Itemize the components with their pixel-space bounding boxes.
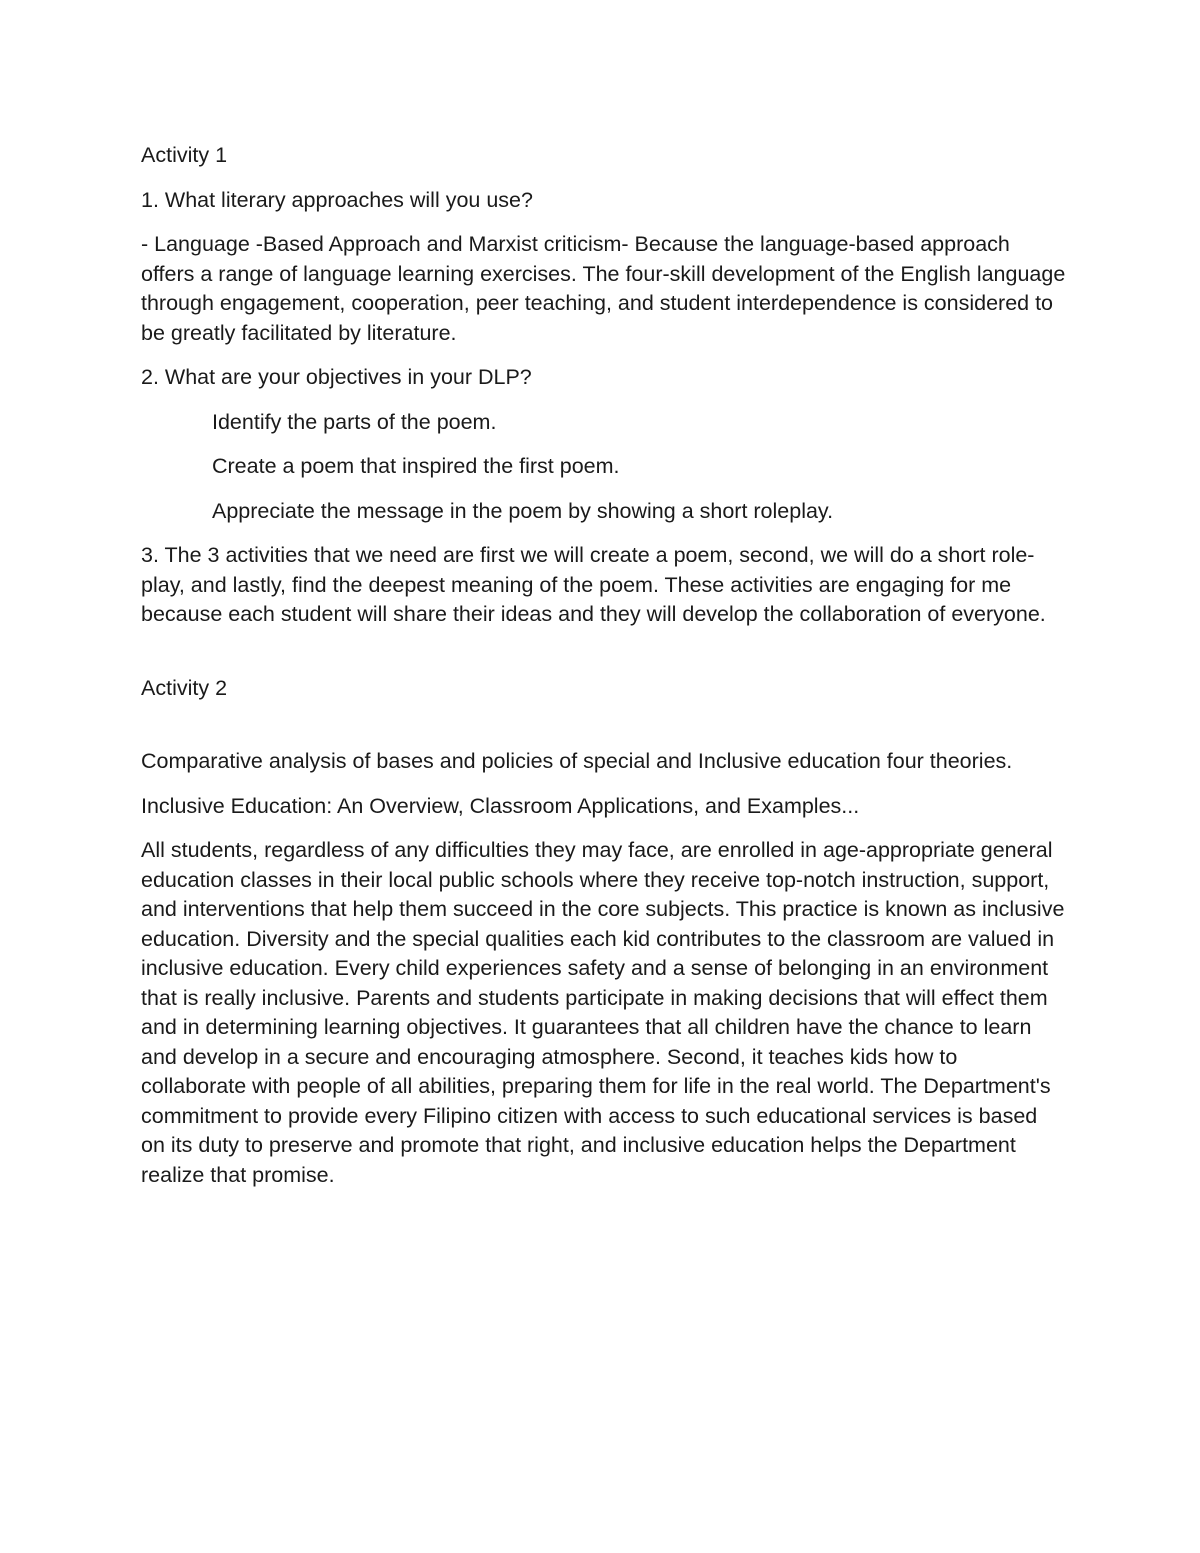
document-body (141, 141, 1066, 1205)
activity1-question-2: 2. What are your objectives in your DLP? (141, 365, 532, 389)
activity1-heading: Activity 1 (141, 143, 228, 167)
activity1-answer-1: - Language -Based Approach and Marxist criticism- Because the language-based approach offers a range of language learning exercises. The four-skill development of the English language through engagement, cooperation, peer teaching, and student interdependence is considered to be greatly facilitated by literature. (141, 232, 1066, 345)
objective-item: Create a poem that inspired the first poem. (212, 454, 620, 478)
activity2-intro: Comparative analysis of bases and policies of special and Inclusive education four theories. (141, 749, 1013, 773)
activity1-question-1: 1. What literary approaches will you use? (141, 187, 533, 212)
activity1-question-3: 3. The 3 activities that we need are first we will create a poem, second, we will do a short role-play, and lastly, find the deepest meaning of the poem. These activities are engaging for me because each student will share their ideas and they will develop the collaboration of everyone. (141, 543, 1046, 626)
activity2-body: All students, regardless of any difficulties they may face, are enrolled in age-appropriate general education classes in their local public schools where they receive top-notch instruction, support, and interventions that help them succeed in the core subjects. This practice is known as inclusive education. Diversity and the special qualities each kid contributes to the classroom are valued in inclusive education. Every child experiences safety and a sense of belonging in an environment that is really inclusive. Parents and students participate in making decisions that will effect them and in determining learning objectives. It guarantees that all children have the chance to learn and develop in a secure and encouraging atmosphere. Second, it teaches kids how to collaborate with people of all abilities, preparing them for life in the real world. The Department's commitment to provide every Filipino citizen with access to such educational services is based on its duty to preserve and promote that right, and inclusive education helps the Department realize that promise. (141, 838, 1065, 1187)
objective-item: Appreciate the message in the poem by showing a short roleplay. (212, 498, 834, 523)
objective-item: Identify the parts of the poem. (212, 409, 497, 434)
activity2-subtitle: Inclusive Education: An Overview, Classroom Applications, and Examples... (141, 793, 860, 818)
activity2-heading: Activity 2 (141, 675, 228, 700)
